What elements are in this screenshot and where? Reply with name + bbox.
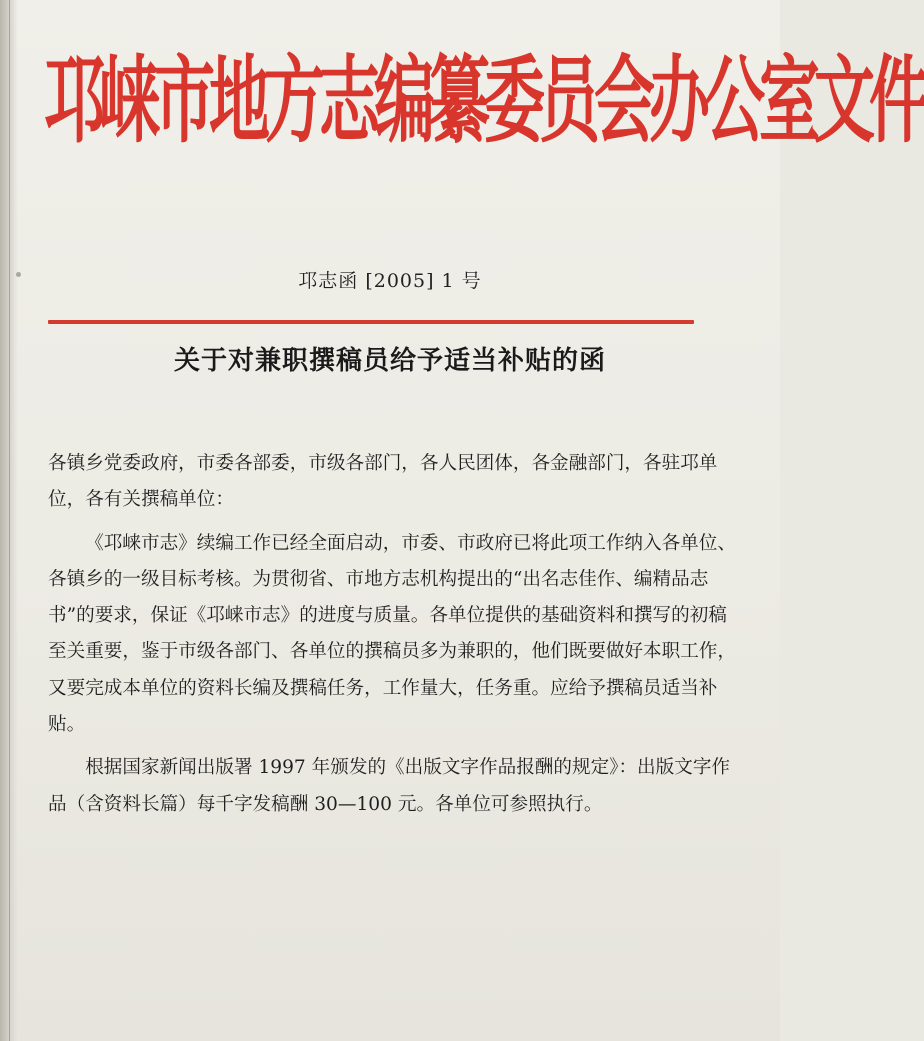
body-paragraph-2: 根据国家新闻出版署 1997 年颁发的《出版文字作品报酬的规定》：出版文字作品（含资料长篇）每千字发稿酬 30—100 元。各单位可参照执行。 xyxy=(48,757,731,815)
document-title: 关于对兼职撰稿员给予适当补贴的函 xyxy=(173,346,606,376)
document-number: 邛志函 [2005] 1 号 xyxy=(298,270,482,292)
red-divider-line xyxy=(48,320,694,324)
body-paragraph-1: 《邛崃市志》续编工作已经全面启动，市委、市政府已将此项工作纳入各单位、各镇乡的一级目标考核。为贯彻省、市地方志机构提出的“出名志佳作、编精品志书”的要求，保证《邛崃市志》的进度与质量。各单位提供的基础资料和撰写的初稿至关重要，鉴于市级各部门、各单位的撰稿员多为兼职的，他们既要做好本职工作，又要完成本单位的资料长编及撰稿任务，工作量大，任务重。应给予撰稿员适当补贴。 xyxy=(48,532,736,736)
page-fold-line xyxy=(9,0,10,1041)
document-header-title: 邛崃市地方志编纂委员会办公室文件 xyxy=(44,46,924,157)
salutation: 各镇乡党委政府，市委各部委，市级各部门，各人民团体，各金融部门，各驻邛单位，各有关撰稿单位： xyxy=(48,453,718,511)
document-body xyxy=(48,446,738,823)
